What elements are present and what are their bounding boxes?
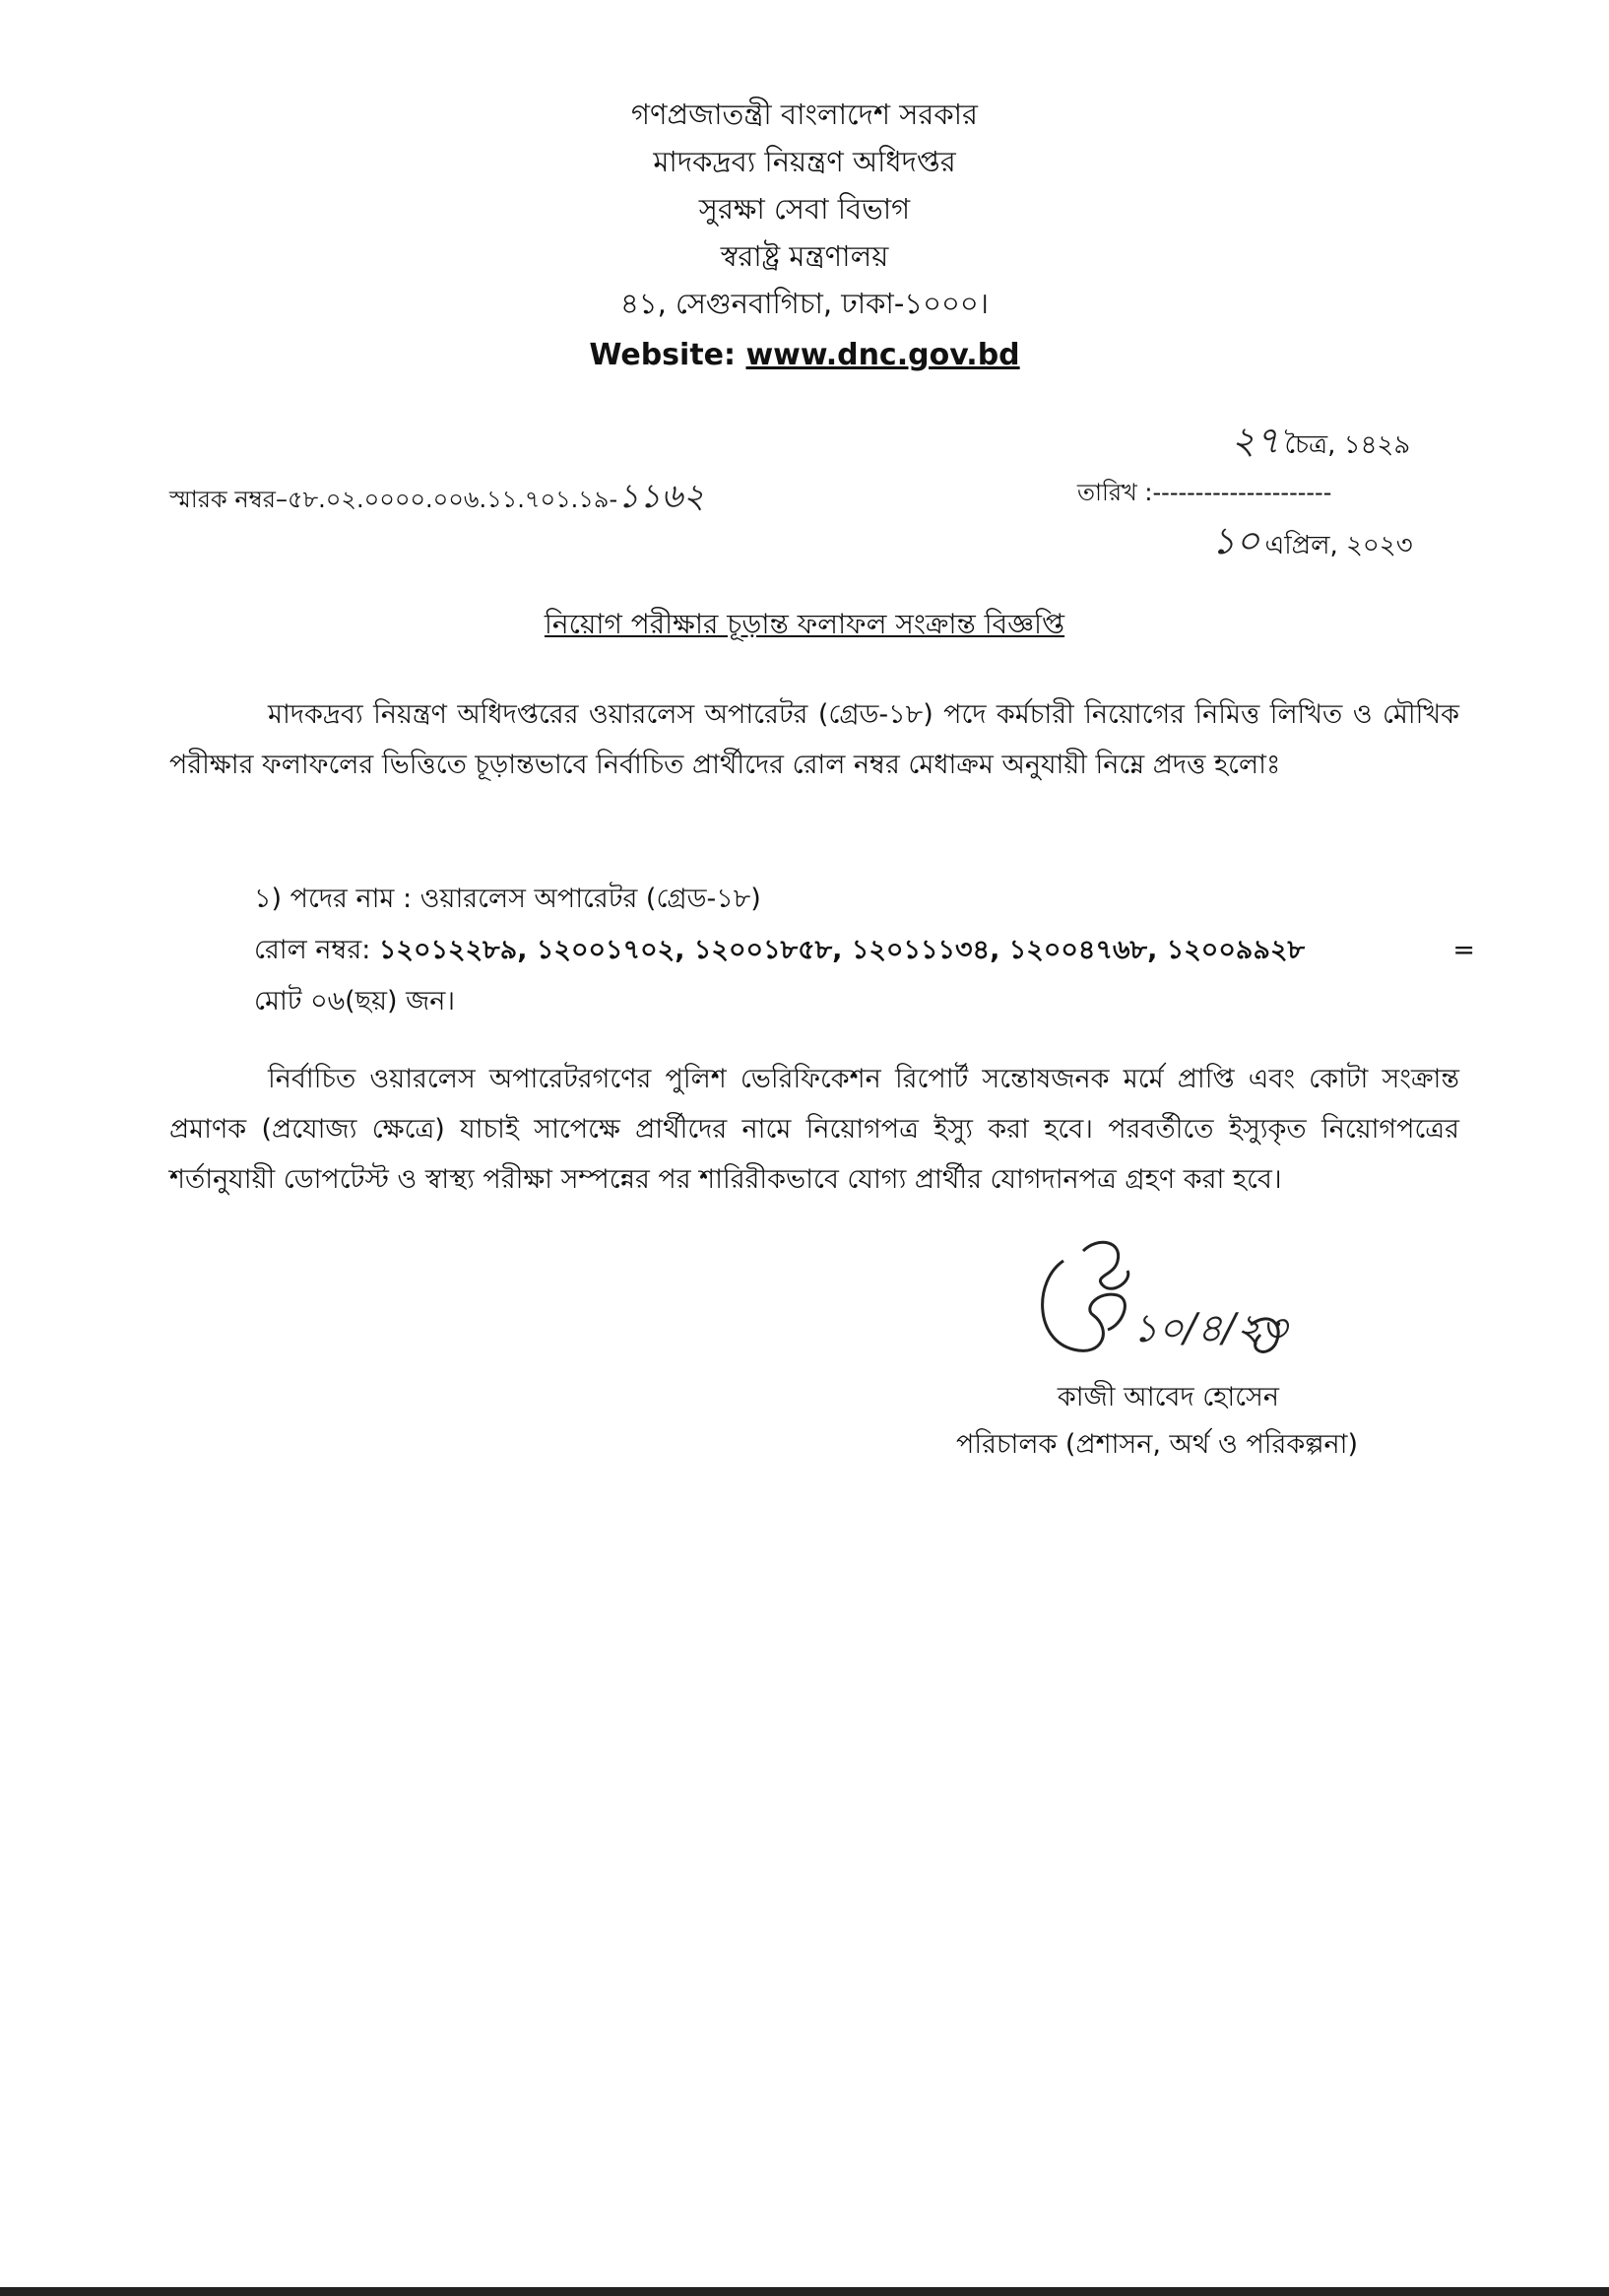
english-date	[1211, 512, 1413, 575]
position-list	[254, 874, 1475, 1027]
signatory-name: কাজী আবেদ হোসেন	[1057, 1382, 1279, 1412]
government-name: গণপ্রজাতন্ত্রী বাংলাদেশ সরকার	[630, 98, 979, 131]
closing-paragraph: নির্বাচিত ওয়ারলেস অপারেটরগণের পুলিশ ভেরিফিকেশন রিপোর্ট সন্তোষজনক মর্মে প্রাপ্তি এবং কোটা সংক্রান্ত প্রমাণক (প্রযোজ্য ক্ষেত্রে) যাচাই সাপেক্ষে প্রার্থীদের নামে নিয়োগপত্র ইস্যু করা হবে। পরবর্তীতে ইস্যুকৃত নিয়োগপত্রের শর্তানুযায়ী ডোপটেস্ট ও স্বাস্থ্য পরীক্ষা সম্পন্নের পর শারিরীকভাবে যোগ্য প্রার্থীর যোগদানপত্র গ্রহণ করা হবে।	[169, 1064, 1459, 1195]
bangla-date-month-year: চৈত্র, ১৪২৯	[1284, 430, 1411, 460]
website-link[interactable]: www.dnc.gov.bd	[745, 338, 1020, 372]
roll-numbers: ১২০১২২৮৯, ১২০০১৭০২, ১২০০১৮৫৮, ১২০১১১৩৪, ১২০০৪৭৬৮, ১২০০৯৯২৮	[378, 935, 1306, 965]
signatory-designation: পরিচালক (প্রশাসন, অর্থ ও পরিকল্পনা)	[956, 1429, 1358, 1460]
date-label: তারিখ :---------------------	[1077, 479, 1332, 506]
signature-date: ১০/৪/২৩	[1132, 1306, 1287, 1351]
bangla-date	[1231, 412, 1410, 475]
notice-title	[0, 603, 1609, 649]
signature-icon	[1024, 1231, 1319, 1379]
department-name: মাদকদ্রব্য নিয়ন্ত্রণ অধিদপ্তর	[653, 145, 956, 178]
roll-numbers-line	[254, 925, 1475, 976]
signature-block	[956, 1374, 1358, 1469]
memo-number-printed: স্মারক নম্বর–৫৮.০২.০০০০.০০৬.১১.৭০১.১৯-	[169, 486, 618, 513]
position-index: ১)	[254, 884, 283, 914]
memo-number-handwritten: ১১৬২	[617, 477, 705, 516]
position-name: ওয়ারলেস অপারেটর (গ্রেড-১৮)	[419, 884, 761, 914]
notice-title-text: নিয়োগ পরীক্ষার চূড়ান্ত ফলাফল সংক্রান্ত বিজ্ঞপ্তি	[544, 608, 1065, 640]
division-name: সুরক্ষা সেবা বিভাগ	[698, 192, 911, 226]
english-date-day: ১০	[1211, 519, 1260, 562]
office-address: ৪১, সেগুনবাগিচা, ঢাকা-১০০০।	[619, 287, 990, 320]
letterhead	[0, 91, 1609, 380]
ministry-name: স্বরাষ্ট্র মন্ত্রণালয়	[720, 239, 889, 273]
intro-paragraph: মাদকদ্রব্য নিয়ন্ত্রণ অধিদপ্তরের ওয়ারলেস অপারেটর (গ্রেড-১৮) পদে কর্মচারী নিয়োগের নিমিত্ত লিখিত ও মৌখিক পরীক্ষার ফলাফলের ভিত্তিতে চূড়ান্তভাবে নির্বাচিত প্রার্থীদের রোল নম্বর মেধাক্রম অনুযায়ী নিম্নে প্রদত্ত হলোঃ	[169, 699, 1459, 780]
position-line	[254, 874, 1475, 925]
roll-label: রোল নম্বর:	[254, 935, 371, 965]
position-label: পদের নাম :	[290, 884, 413, 914]
roll-equals: =	[1452, 935, 1475, 965]
website-label: Website:	[589, 338, 737, 372]
memo-number	[169, 471, 704, 527]
english-date-month-year: এপ্রিল, ২০২৩	[1264, 531, 1413, 560]
total-selected: মোট ০৬(ছয়) জন।	[254, 986, 456, 1017]
website-line	[0, 331, 1609, 380]
bangla-date-day: ২৭	[1231, 419, 1280, 462]
scan-bottom-edge	[0, 2287, 1609, 2296]
